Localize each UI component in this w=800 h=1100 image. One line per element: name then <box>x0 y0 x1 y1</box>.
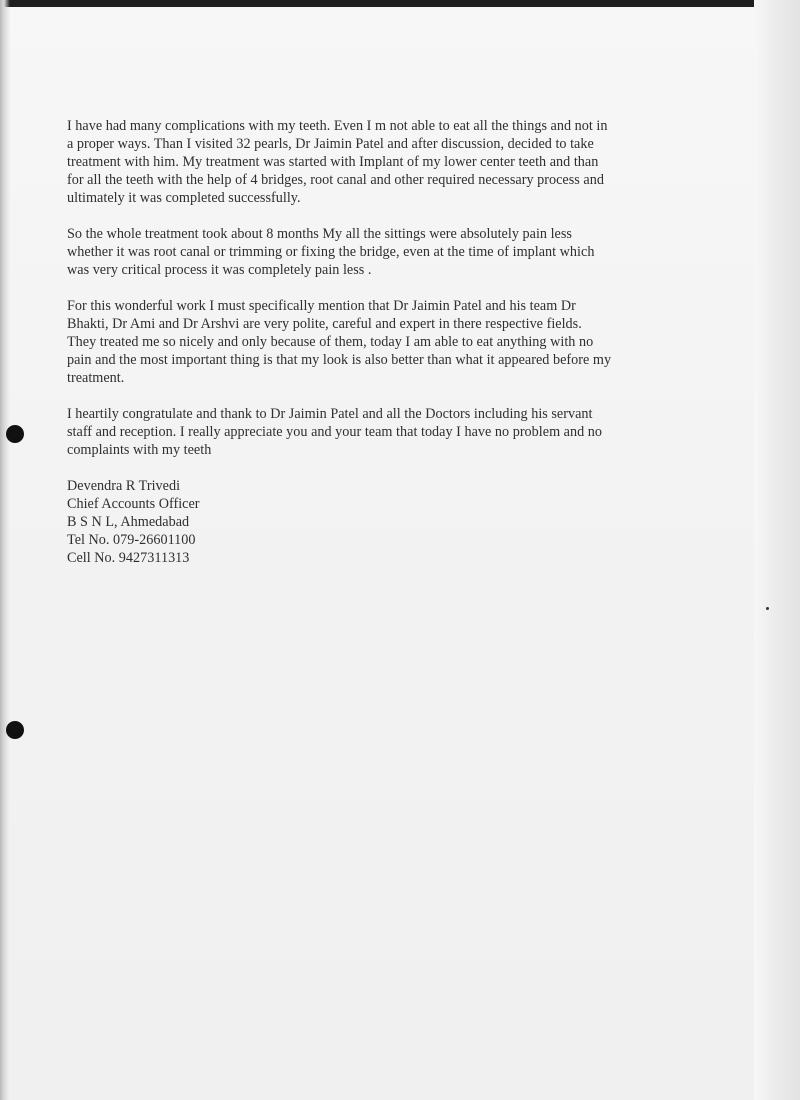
scan-top-edge <box>0 0 800 7</box>
letter-paragraph-treatment-duration: So the whole treatment took about 8 months My all the sittings were absolutely pain less whether it was root canal or trimming or fixing the bridge, even at the time of implant which was very critical process it was completely pain less . <box>67 226 595 278</box>
punch-hole-top <box>6 425 24 443</box>
testimonial-letter <box>67 117 701 567</box>
letter-paragraph-thanks: I heartily congratulate and thank to Dr Jaimin Patel and all the Doctors including his servant staff and reception. I really appreciate you and your team that today I have no problem and no complaints with my teeth <box>67 406 603 458</box>
cell-number: Cell No. 9427311313 <box>67 550 190 566</box>
signatory-organization: B S N L, Ahmedabad <box>67 514 190 530</box>
telephone-number: Tel No. 079-26601100 <box>67 532 196 548</box>
signatory-name: Devendra R Trivedi <box>67 478 181 494</box>
scan-dust-mark <box>766 607 769 610</box>
punch-hole-bottom <box>6 721 24 739</box>
letter-paragraph-team-praise: For this wonderful work I must specifically mention that Dr Jaimin Patel and his team Dr Bhakti, Dr Ami and Dr Arshvi are very polite, careful and expert in there respective fields. They treated me so nicely and only because of them, today I am able to eat anything with no pain and the most important thing is that my look is also better than what it appeared before my treatment. <box>67 298 612 386</box>
scan-right-margin <box>754 0 800 1100</box>
signature-block <box>67 477 701 567</box>
signatory-designation: Chief Accounts Officer <box>67 496 200 512</box>
letter-paragraph-complications: I have had many complications with my teeth. Even I m not able to eat all the things and not in a proper ways. Than I visited 32 pearls, Dr Jaimin Patel and after discussion, decided to take treatment with him. My treatment was started with Implant of my lower center teeth and than for all the teeth with the help of 4 bridges, root canal and other required necessary process and ultimately it was completed successfully. <box>67 118 608 206</box>
scan-left-shadow <box>0 0 10 1100</box>
